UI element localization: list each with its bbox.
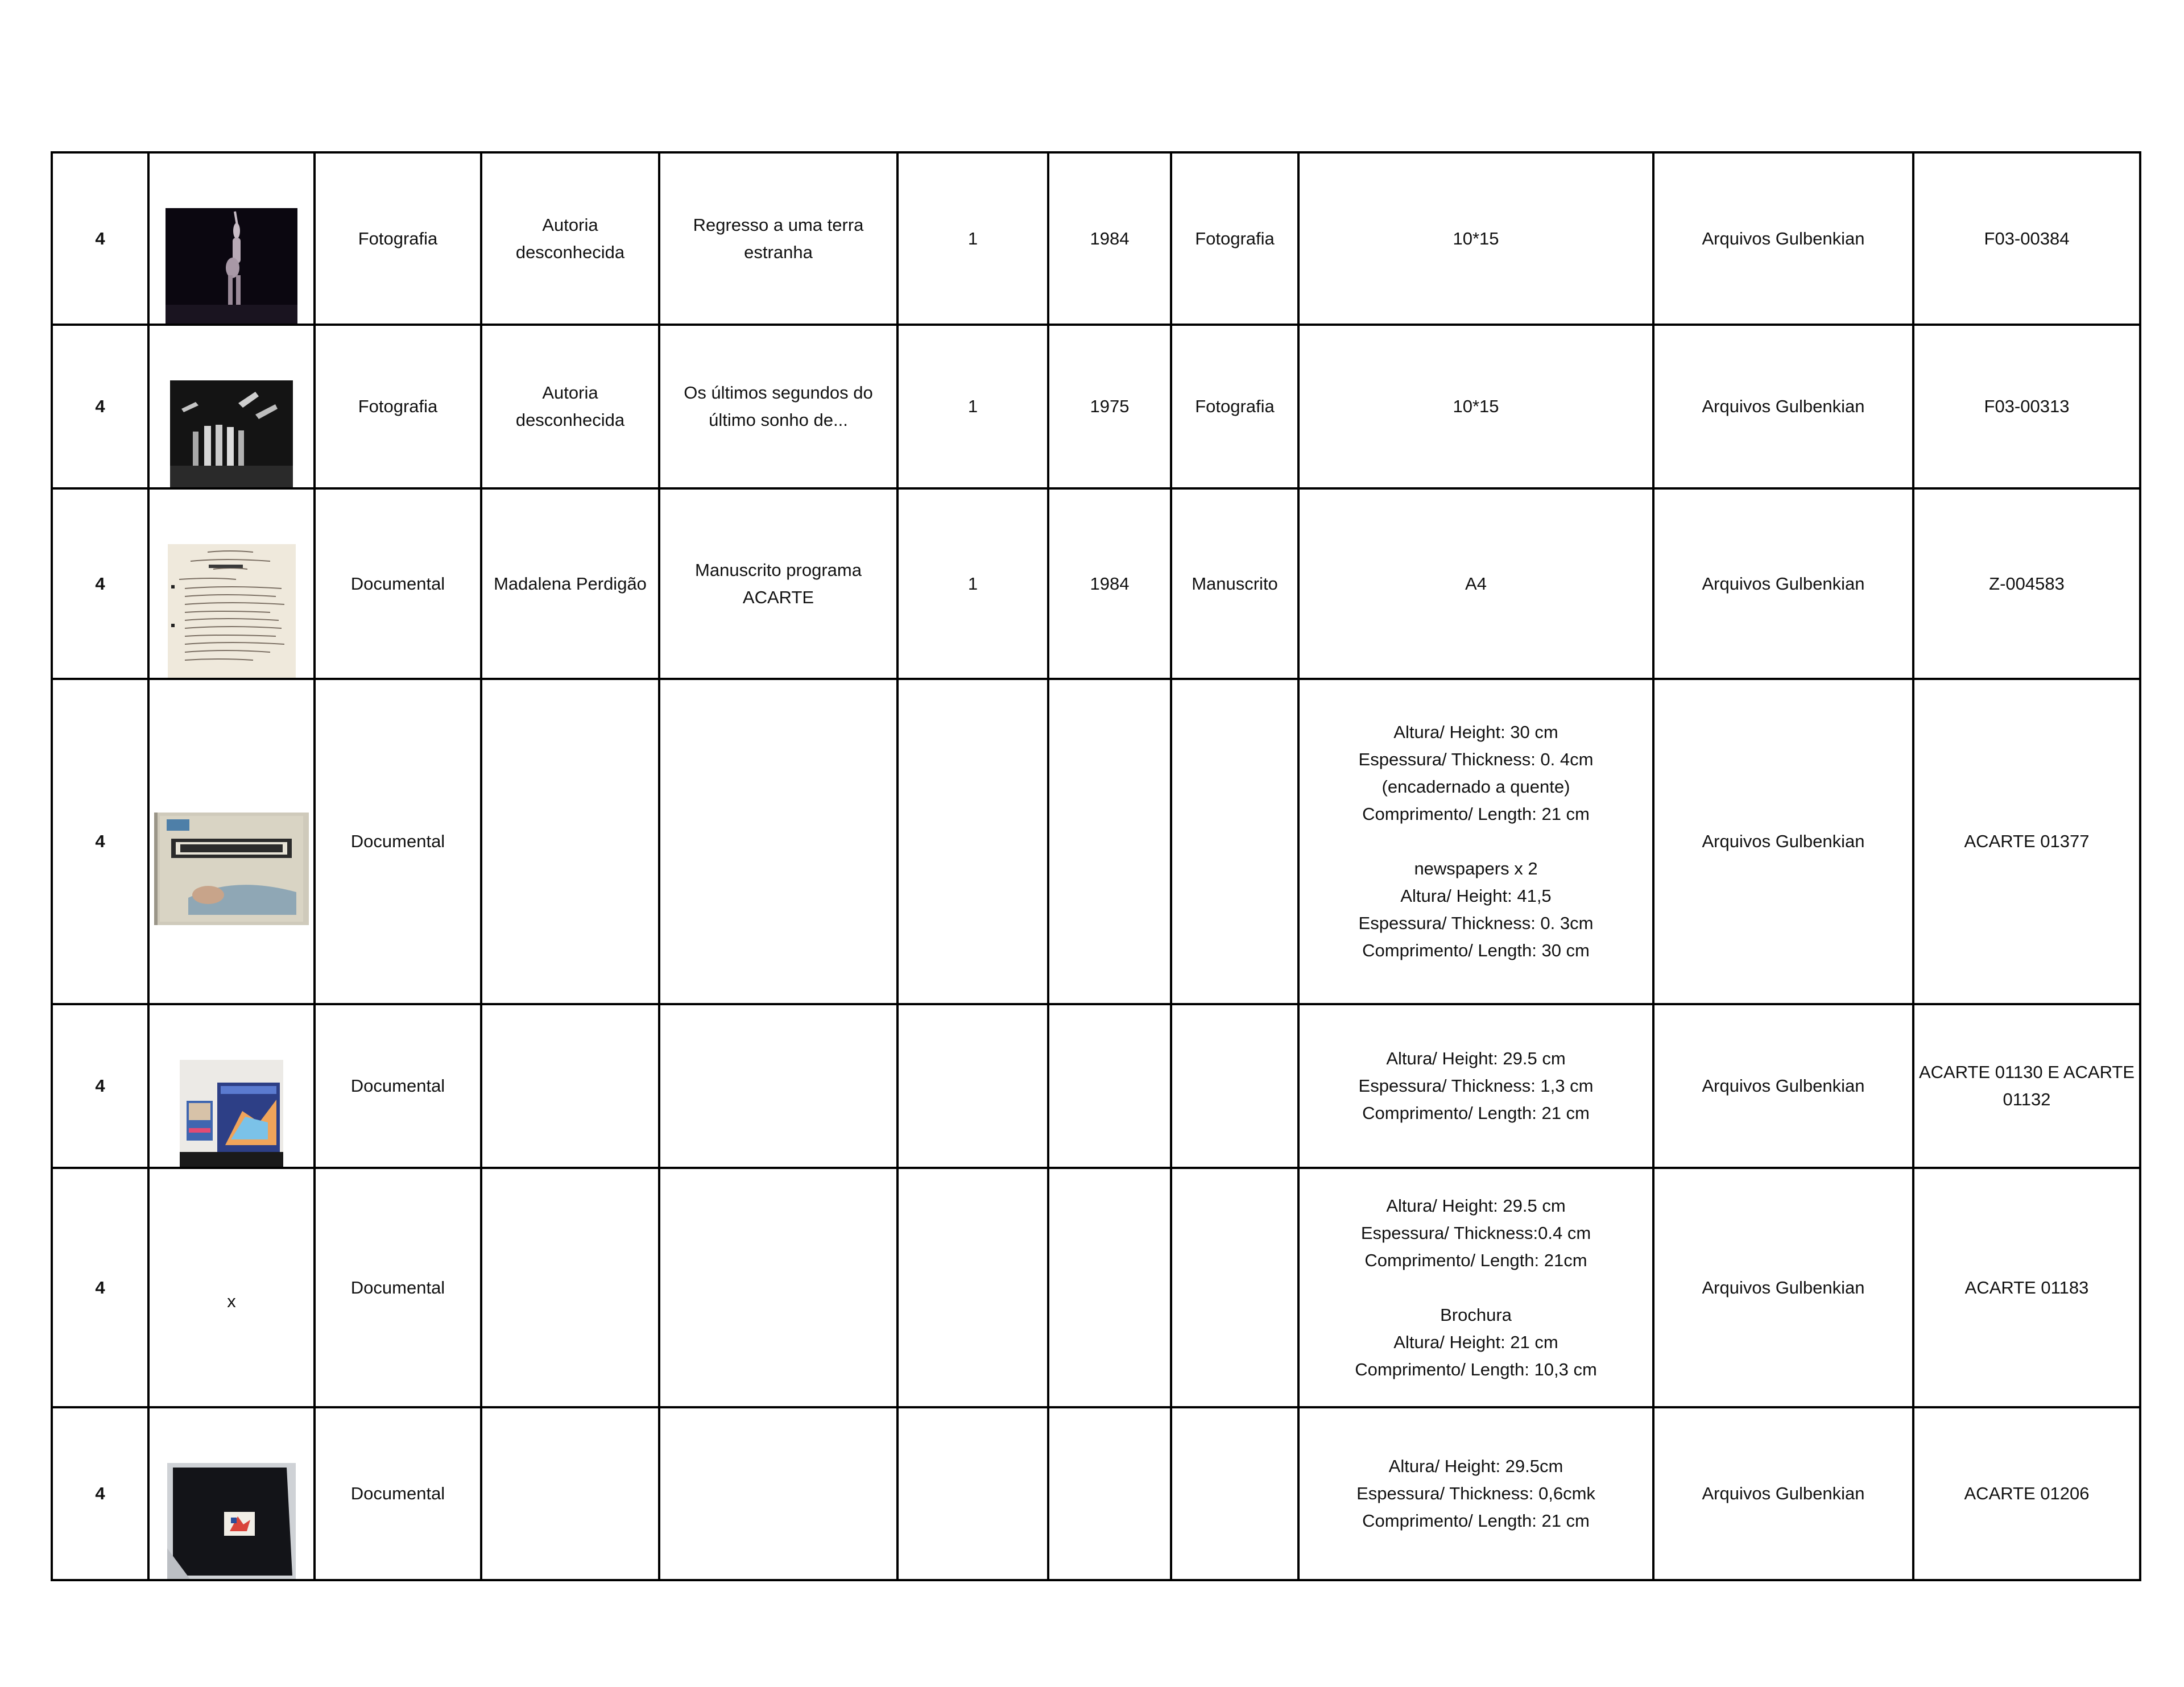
year-cell: 1984 [1048,488,1171,679]
type-cell: Documental [315,488,481,679]
origin-cell: Arquivos Gulbenkian [1653,152,1913,325]
year-cell: 1975 [1048,325,1171,488]
quantity-cell: 1 [897,325,1048,488]
row-number: 4 [52,1004,148,1168]
table-row [52,679,2140,1004]
reference-cell: ACARTE 01377 [1913,679,2140,1004]
row-number: 4 [52,325,148,488]
thumbnail-cell [148,1168,315,1407]
support-cell: Manuscrito [1171,488,1298,679]
quantity-cell: 1 [897,488,1048,679]
quantity-cell [897,1004,1048,1168]
year-cell [1048,1004,1171,1168]
table-row [52,1168,2140,1407]
thumbnail-cell [148,325,315,488]
brochures-photo [180,1033,283,1139]
type-cell: Documental [315,679,481,1004]
thumbnail-cell [148,1407,315,1580]
origin-cell: Arquivos Gulbenkian [1653,1407,1913,1580]
author-cell [481,1168,659,1407]
missing-image-marker: x [227,1291,236,1311]
thumbnail-cell [148,679,315,1004]
author-cell [481,679,659,1004]
quantity-cell [897,1168,1048,1407]
table-row [52,152,2140,325]
row-number: 4 [52,1168,148,1407]
year-cell [1048,1168,1171,1407]
row-number: 4 [52,1407,148,1580]
table-row [52,488,2140,679]
support-cell: Fotografia [1171,152,1298,325]
origin-cell: Arquivos Gulbenkian [1653,679,1913,1004]
support-cell [1171,1168,1298,1407]
origin-cell: Arquivos Gulbenkian [1653,488,1913,679]
manuscript-scan [168,517,296,650]
title-cell [659,1004,897,1168]
dance-group-photo [170,353,293,460]
type-cell: Fotografia [315,325,481,488]
reference-cell: F03-00313 [1913,325,2140,488]
title-cell [659,1168,897,1407]
type-cell: Documental [315,1168,481,1407]
row-number: 4 [52,488,148,679]
support-cell [1171,679,1298,1004]
reference-cell: Z-004583 [1913,488,2140,679]
dimensions-cell: 10*15 [1298,152,1653,325]
table-row [52,325,2140,488]
dancer-photo [166,181,297,296]
title-cell: Regresso a uma terra estranha [659,152,897,325]
origin-cell: Arquivos Gulbenkian [1653,1168,1913,1407]
dimensions-cell: Altura/ Height: 29.5 cm Espessura/ Thickness: 1,3 cm Comprimento/ Length: 21 cm [1298,1004,1653,1168]
support-cell [1171,1004,1298,1168]
dimensions-cell: Altura/ Height: 29.5 cm Espessura/ Thickness:0.4 cm Comprimento/ Length: 21cm Brochura Altura/ Height: 21 cm Comprimento/ Length: 10,3 cm [1298,1168,1653,1407]
title-cell [659,1407,897,1580]
thumbnail-cell [148,152,315,325]
reference-cell: ACARTE 01130 E ACARTE 01132 [1913,1004,2140,1168]
author-cell [481,1407,659,1580]
author-cell: Autoria desconhecida [481,325,659,488]
type-cell: Fotografia [315,152,481,325]
title-cell: Manuscrito programa ACARTE [659,488,897,679]
table-row [52,1407,2140,1580]
type-cell: Documental [315,1407,481,1580]
support-cell [1171,1407,1298,1580]
reference-cell: ACARTE 01183 [1913,1168,2140,1407]
dimensions-cell: Altura/ Height: 29.5cm Espessura/ Thickness: 0,6cmk Comprimento/ Length: 21 cm [1298,1407,1653,1580]
quantity-cell [897,1407,1048,1580]
black-folder-photo [167,1436,296,1552]
dimensions-cell: Altura/ Height: 30 cm Espessura/ Thickness: 0. 4cm (encadernado a quente) Comprimento/ Length: 21 cm newspapers x 2 Altura/ Height: 41,5 Espessura/ Thickness: 0. 3cm Comprimento/ Length: 30 cm [1298,679,1653,1004]
author-cell [481,1004,659,1168]
title-cell [659,679,897,1004]
book-cover-photo [154,785,309,898]
year-cell [1048,1407,1171,1580]
dimensions-cell: 10*15 [1298,325,1653,488]
reference-cell: F03-00384 [1913,152,2140,325]
origin-cell: Arquivos Gulbenkian [1653,325,1913,488]
thumbnail-cell [148,488,315,679]
table-row [52,1004,2140,1168]
author-cell: Autoria desconhecida [481,152,659,325]
reference-cell: ACARTE 01206 [1913,1407,2140,1580]
title-cell: Os últimos segundos do último sonho de... [659,325,897,488]
year-cell: 1984 [1048,152,1171,325]
quantity-cell [897,679,1048,1004]
inventory-table [51,151,2141,1581]
row-number: 4 [52,152,148,325]
row-number: 4 [52,679,148,1004]
year-cell [1048,679,1171,1004]
author-cell: Madalena Perdigão [481,488,659,679]
origin-cell: Arquivos Gulbenkian [1653,1004,1913,1168]
quantity-cell: 1 [897,152,1048,325]
thumbnail-cell [148,1004,315,1168]
type-cell: Documental [315,1004,481,1168]
dimensions-cell: A4 [1298,488,1653,679]
support-cell: Fotografia [1171,325,1298,488]
